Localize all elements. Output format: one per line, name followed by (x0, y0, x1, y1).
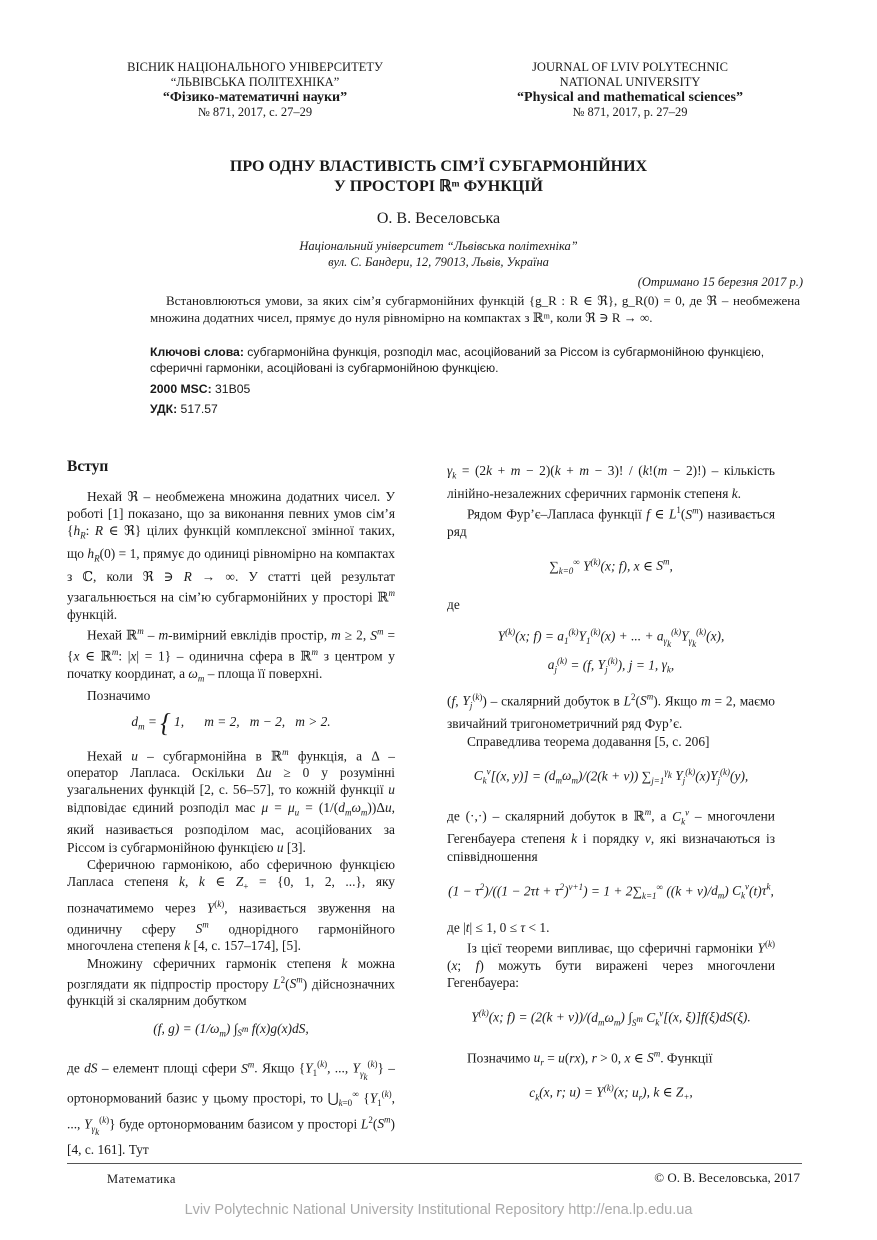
paper-title (0, 157, 877, 197)
header-right-line: JOURNAL OF LVIV POLYTECHNIC (532, 60, 728, 74)
udk-label: УДК: (150, 402, 178, 416)
paragraph: Із цієї теореми випливає, що сферичні гармоніки $Y^{(k)}(x$; f) можуть бути виражені через многочлени Гегенбауера: (447, 939, 775, 991)
keywords-label: Ключові слова: (150, 345, 244, 359)
paragraph: де |t| ≤ 1, 0 ≤ τ < 1. (447, 920, 550, 936)
equation: $\sum_{k=0}^\infty$ $Y^{(k)}(x$; f), x ∈ $S^m$, (549, 556, 673, 577)
msc-code: 31B05 (215, 382, 251, 396)
paragraph: Сферичною гармонікою, або сферичною функцією Лапласа степеня k, k ∈ $Z_+ = \{0$, 1, 2, ...}, яку позначатимемо через $Y^{(k)}$, називається звуження на одиничну сферу $S^m$ однорідного гармонійного многочлена степеня k [4, с. 157–174], [5]. (67, 856, 396, 954)
udk (150, 402, 218, 416)
paragraph: Нехай ℜ – необмежена множина додатних чисел. У роботі [1] показано, що за виконання певних умов сім’я {$h_R$: R ∈ ℜ} цілих функцій комплексної змінної таких, що $h_R(0) = 1$, прямує до одиниці рівномірно на компактах з ℂ, коли ℜ ∋ R → ∞. У статті цей результат узагальнюється на сім’ю субгармонійних у просторі ℝ$^m$ функцій. (67, 489, 395, 623)
journal-header-right (485, 60, 775, 120)
equation: $Y^{(k)}(x$; $f) = a_1^{(k)}Y_1^{(k)}(x)$ + ... + $a_{\gamma_k}^{(k)}Y_{\gamma_k}^{(k)}(x)$, $a_j^{(k)} = (f$, $Y_j^{(k)}$), j = 1, $\gamma_k$, (497, 626, 725, 675)
header-right-issue: № 871, 2017, p. 27–29 (572, 105, 688, 119)
equation: $(1 - \tau^2)/((1 - 2\tau t + \tau^2)^{\nu+1}) = 1 + 2\sum_{k=1}^\infty$ $((k + \nu)/d_m)$ $C_k^\nu(t)\tau^k$, (448, 881, 774, 901)
affiliation-line-2: вул. С. Бандери, 12, 79013, Львів, Україна (328, 255, 549, 269)
udk-code: 517.57 (180, 402, 218, 416)
paragraph: Нехай u – субгармонійна в ℝ$^m$ функція, а Δ – оператор Лапласа. Оскільки Δu ≥ 0 у розумінні узагальнених функцій [2, с. 56–57], то кожній функції u відповідає єдиний розподіл мас $\mu = \mu_u = (1/(d_m\omega_m))\Delta u$, який називається розподілом мас, асоційованих за Ріссом із субгармонійною функцією u [3]. (67, 746, 396, 855)
paragraph: $\gamma_k = (2k + m - 2)(k + m - 3)$! / (k!(m − 2)!) – кількість лінійно-незалежних сферичних гармонік степеня k. (447, 463, 776, 501)
paragraph: де (447, 597, 460, 613)
paragraph: Множину сферичних гармонік степеня k можна розглядати як підпростір простору $L^2(S^m)$ дійснозначних функцій зі скалярним добутком (67, 955, 395, 1009)
msc-label: 2000 MSC: (150, 382, 212, 396)
equation: $C_k^\nu[(x$, $y)] = (d_m\omega_m)/(2(k + \nu))$ $\sum_{j=1}^{\gamma_k}$ $Y_j^{(k)}(x)Y_j^{(k)}(y)$, (473, 766, 749, 786)
footer-copyright: © О. В. Веселовська, 2017 (654, 1170, 800, 1185)
keywords (150, 344, 800, 376)
header-left-line: “ЛЬВІВСЬКА ПОЛІТЕХНІКА” (170, 75, 340, 89)
affiliation (0, 238, 877, 270)
left-column (67, 488, 395, 1158)
paragraph: Позначимо $u_r = u(rx)$, r > 0, x ∈ $S^m$. Функції (467, 1048, 713, 1068)
title-line-2: У ПРОСТОРІ ℝᵐ ФУНКЦІЙ (334, 178, 543, 195)
paragraph: Позначимо (87, 688, 151, 704)
equation: (f, $g) = (1/\omega_m)$ $\int_{S^m}$ f(x)g(x)dS, (153, 1020, 309, 1039)
section-heading: Вступ (67, 458, 109, 475)
equation: $c_k(x$, r; $u) = Y^{(k)}(x$; $u_r$), k ∈ $Z_+$, (529, 1083, 693, 1103)
keywords-text: субгармонійна функція, розподіл мас, асоційований за Ріссом із субгармонійною функцією, сферичні гармоніки, асоційовані із субгармонійною функцією. (150, 345, 765, 375)
footer-divider (67, 1163, 802, 1164)
journal-header-left (110, 60, 400, 120)
title-line-1: ПРО ОДНУ ВЛАСТИВІСТЬ СІМ’Ї СУБГАРМОНІЙНИХ (229, 158, 648, 175)
header-right-series: “Physical and mathematical sciences” (517, 90, 743, 105)
received-date: (Отримано 15 березня 2017 р.) (637, 275, 803, 289)
paragraph: Справедлива теорема додавання [5, с. 206] (467, 733, 710, 749)
equation: $Y^{(k)}(x$; $f) = (2(k + \nu))/(d_m\omega_m)$ $\int_{S^m}$ $C_k^\nu[(x$, ξ)]f(ξ)dS(ξ). (471, 1008, 751, 1028)
repository-watermark: Lviv Polytechnic National University Institutional Repository http://ena.lp.edu.ua (184, 1202, 693, 1218)
msc (150, 382, 250, 396)
paragraph: де (·,·) – скалярний добуток в ℝ$^m$, а $C_k^\nu$ – многочлени Гегенбауера степеня k і порядку ν, які визначаються із співвідношення (447, 807, 775, 864)
header-left-issue: № 871, 2017, с. 27–29 (197, 105, 313, 119)
header-left-series: “Фізико-математичні науки” (162, 90, 348, 105)
affiliation-line-1: Національний університет “Львівська політехніка” (299, 239, 578, 253)
paragraph: де dS – елемент площі сфери $S^m$. Якщо {$Y_1^{(k)}$, ..., $Y_{\gamma_k}^{(k)}$} – ортонормований базис у цьому просторі, то $⋃_{k=0}^\infty$ {$Y_1^{(k)}$, ..., $Y_{\gamma_k}^{(k)}$} буде ортонормованим базисом у просторі $L^2(S^m)$ [4, с. 161]. Тут (67, 1059, 396, 1158)
paragraph: (f, $Y_j^{(k)}$) – скалярний добуток в $L^2(S^m)$. Якщо m = 2, маємо звичайний тригонометричний ряд Фур’є. (447, 691, 775, 732)
abstract: Встановлюються умови, за яких сім’я субгармонійних функцій {g_R : R ∈ ℜ}, g_R(0) = 0, де ℜ – необмежена множина додатних чисел, прямує до нуля рівномірно на компактах з ℝᵐ, коли ℜ ∋ R → ∞. (150, 293, 800, 325)
header-right-line: NATIONAL UNIVERSITY (559, 75, 701, 89)
right-column (447, 462, 775, 1106)
equation: $d_m$ = { 1, m = 2, m − 2, m > 2. (131, 707, 331, 737)
header-left-line: ВІСНИК НАЦІОНАЛЬНОГО УНІВЕРСИТЕТУ (127, 60, 383, 74)
footer-section-name: Математика (107, 1172, 176, 1186)
author: О. В. Веселовська (376, 210, 501, 227)
paragraph: Рядом Фур’є–Лапласа функції f ∈ $L^1(S^m)$ називається ряд (447, 505, 775, 539)
paragraph: Нехай ℝ$^m$ – m-вимірний евклідів простір, m ≥ 2, $S^m = \{x$ ∈ ℝ$^m$: |x| = 1} – одинична сфера в ℝ$^m$ з центром у початку координат, а $\omega_m$ – площа її поверхні. (67, 626, 396, 684)
